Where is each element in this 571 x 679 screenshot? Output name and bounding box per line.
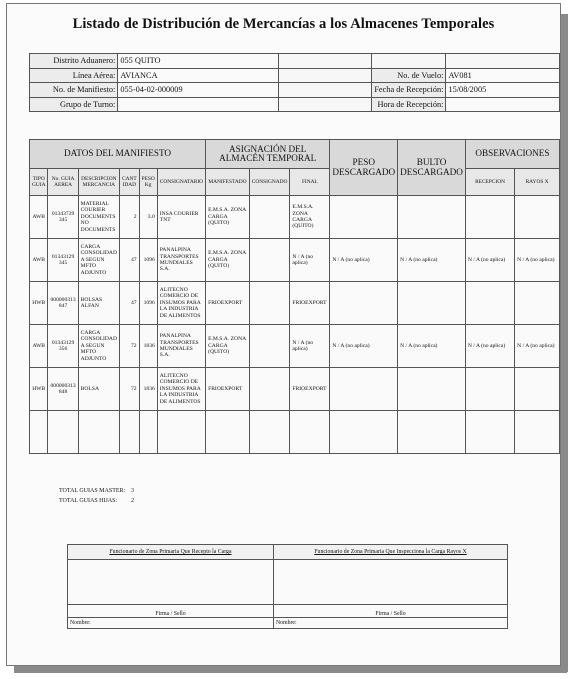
cell-consignatario: PANALPINA TRANSPORTES MUNDIALES S.A. [157,325,205,368]
info-blank-cell [372,54,446,69]
info-blank-cell [279,54,372,69]
info-row-linea [30,68,560,83]
cell-guia: 000000313 848 [48,368,78,411]
cell-empty [139,411,157,454]
info-row-manifiesto [30,83,560,98]
col-header-consignado: CONSIGNADO [249,169,290,196]
table-group-header-row [30,140,560,169]
signature-firma-row [68,605,508,618]
signature-left-header: Funcionario de Zona Primaria Que Recepto la Carga [68,545,274,560]
nombre-left-label: Nombre: [68,618,274,629]
cell-consignado [249,325,290,368]
col-header-descripcion: DESCRIPCION MERCANCIA [78,169,119,196]
col-header-consignatario: CONSIGNATARIO [157,169,205,196]
cell-consignatario: ALITECNO COMERCIO DE INSUMOS PARA LA INDUSTRIA DE ALIMENTOS [157,368,205,411]
cell-descripcion: CARGA CONSOLIDAD A SEGUN MFTO ADJUNTO [78,325,119,368]
hora-value [446,97,560,112]
cell-cantidad: 72 [120,325,140,368]
cell-peso: 1096 [139,239,157,282]
cell-tipo: AWB [30,325,48,368]
cell-consignatario: PANALPINA TRANSPORTES MUNDIALES S.A. [157,239,205,282]
col-header-recepcion: RECEPCION [465,169,514,196]
signature-left-space [68,560,274,605]
signature-right-header: Funcionario de Zona Primaria Que Inspecciona la Carga Rayos X [274,545,508,560]
cell-final: FRIOEXPORT [290,368,330,411]
signature-block [67,544,508,629]
total-hijas-value: 2 [131,498,134,504]
table-row [30,196,560,239]
total-hijas-row [59,496,134,506]
cell-descripcion: CARGA CONSOLIDAD A SEGUN MFTO ADJUNTO [78,239,119,282]
distribution-table [29,139,560,454]
cell-empty [30,411,48,454]
cell-guia: 01343129 356 [48,325,78,368]
signature-space-row [68,560,508,605]
cell-manifestado: E.M.S.A. ZONA CARGA (QUITO) [206,325,250,368]
cell-empty [78,411,119,454]
cell-manifestado: FRIOEXPORT [206,368,250,411]
info-blank-cell [279,68,372,83]
cell-bulto-descargado [398,368,466,411]
group-header-manifiesto: DATOS DEL MANIFIESTO [30,140,206,169]
document-sheet [6,3,561,666]
cell-peso: 3.0 [139,196,157,239]
group-header-peso: PESO DESCARGADO [330,140,398,196]
info-row-grupo [30,97,560,112]
total-master-label: TOTAL GUIAS MASTER: [59,488,126,494]
cell-tipo: HWB [30,282,48,325]
vuelo-label: No. de Vuelo: [372,68,446,83]
cell-final: N / A (no aplica) [290,239,330,282]
cell-empty [206,411,250,454]
table-row-empty [30,411,560,454]
document-title: Listado de Distribución de Mercancías a los Almacenes Temporales [72,16,495,32]
cell-empty [515,411,560,454]
cell-recepcion [465,368,514,411]
cell-peso-descargado [330,196,398,239]
total-master-row [59,486,134,496]
grupo-label: Grupo de Turno: [30,97,118,112]
cell-bulto-descargado: N / A (no aplica) [398,239,466,282]
group-header-bulto: BULTO DESCARGADO [398,140,466,196]
cell-tipo: AWB [30,239,48,282]
distrito-label: Distrito Aduanero: [30,54,118,69]
cell-recepcion: N / A (no aplica) [465,325,514,368]
cell-empty [398,411,466,454]
info-blank-cell [279,83,372,98]
cell-peso: 1836 [139,368,157,411]
linea-label: Línea Aérea: [30,68,118,83]
cell-empty [290,411,330,454]
hora-label: Hora de Recepción: [372,97,446,112]
total-master-value: 3 [131,488,134,494]
table-sub-header-row [30,169,560,196]
cell-peso-descargado [330,368,398,411]
fecha-value: 15/08/2005 [446,83,560,98]
cell-cantidad: 47 [120,239,140,282]
cell-empty [249,411,290,454]
cell-consignatario: ALITECNO COMERCIO DE INSUMOS PARA LA INDUSTRIA DE ALIMENTOS [157,282,205,325]
cell-guia: 01343129 345 [48,239,78,282]
grupo-value [118,97,279,112]
cell-final: FRIOEXPORT [290,282,330,325]
col-header-manifestado: MANIFESTADO [206,169,250,196]
cell-guia: 000000313 847 [48,282,78,325]
table-row [30,282,560,325]
fecha-label: Fecha de Recepción: [372,83,446,98]
cell-guia: 01343739 345 [48,196,78,239]
cell-consignado [249,368,290,411]
signature-header-row [68,545,508,560]
cell-bulto-descargado [398,196,466,239]
vuelo-value: AV081 [446,68,560,83]
info-blank-cell [446,54,560,69]
info-blank-cell [279,97,372,112]
group-header-asignacion: ASIGNACIÓN DEL ALMACÉN TEMPORAL [206,140,330,169]
nombre-right-label: Nombre: [274,618,508,629]
cell-cantidad: 47 [120,282,140,325]
cell-bulto-descargado [398,282,466,325]
col-header-rayos: RAYOS X [515,169,560,196]
firma-right-label: Firma / Sello [274,605,508,618]
cell-rayos [515,282,560,325]
cell-empty [48,411,78,454]
cell-manifestado: E.M.S.A. ZONA CARGA (QUITO) [206,239,250,282]
cell-consignado [249,239,290,282]
cell-empty [157,411,205,454]
manifiesto-value: 055-04-02-000009 [118,83,279,98]
info-row-distrito [30,54,560,69]
cell-final: E.M.S.A. ZONA CARGA (QUITO) [290,196,330,239]
cell-peso-descargado [330,282,398,325]
col-header-tipo: TIPO GUIA [30,169,48,196]
group-header-observaciones: OBSERVACIONES [465,140,559,169]
cell-cantidad: 2 [120,196,140,239]
cell-peso: 1836 [139,325,157,368]
cell-empty [465,411,514,454]
col-header-cantidad: CANT IDAD [120,169,140,196]
cell-peso-descargado: N / A (no aplica) [330,325,398,368]
cell-empty [330,411,398,454]
page-shadow-right [560,14,568,672]
linea-value: AVIANCA [118,68,279,83]
cell-cantidad: 72 [120,368,140,411]
cell-tipo: HWB [30,368,48,411]
cell-consignado [249,282,290,325]
cell-rayos: N / A (no aplica) [515,325,560,368]
cell-recepcion: N / A (no aplica) [465,239,514,282]
cell-consignado [249,196,290,239]
cell-descripcion: MATERIAL COURIER DOCUMENTS NO DOCUMENTS [78,196,119,239]
cell-manifestado: E.M.S.A. ZONA CARGA (QUITO) [206,196,250,239]
col-header-guia: No. GUIA AEREA [48,169,78,196]
table-row [30,325,560,368]
cell-tipo: AWB [30,196,48,239]
firma-left-label: Firma / Sello [68,605,274,618]
cell-manifestado: FRIOEXPORT [206,282,250,325]
col-header-peso: PESO Kg [139,169,157,196]
cell-final: N / A (no aplica) [290,325,330,368]
cell-rayos [515,196,560,239]
totals-block [59,486,134,506]
cell-consignatario: INSA COURIER TNT [157,196,205,239]
cell-descripcion: BOLSA [78,368,119,411]
cell-peso-descargado: N / A (no aplica) [330,239,398,282]
cell-empty [120,411,140,454]
signature-nombre-row [68,618,508,629]
cell-rayos: N / A (no aplica) [515,239,560,282]
distrito-value: 055 QUITO [118,54,279,69]
cell-recepcion [465,282,514,325]
cell-recepcion [465,196,514,239]
header-info-block [29,53,560,112]
total-hijas-label: TOTAL GUIAS HIJAS: [59,498,118,504]
cell-rayos [515,368,560,411]
table-row [30,239,560,282]
manifiesto-label: No. de Manifiesto: [30,83,118,98]
signature-right-space [274,560,508,605]
cell-bulto-descargado: N / A (no aplica) [398,325,466,368]
cell-peso: 1096 [139,282,157,325]
col-header-final: FINAL [290,169,330,196]
table-row [30,368,560,411]
cell-descripcion: BOLSAS ALFAN [78,282,119,325]
